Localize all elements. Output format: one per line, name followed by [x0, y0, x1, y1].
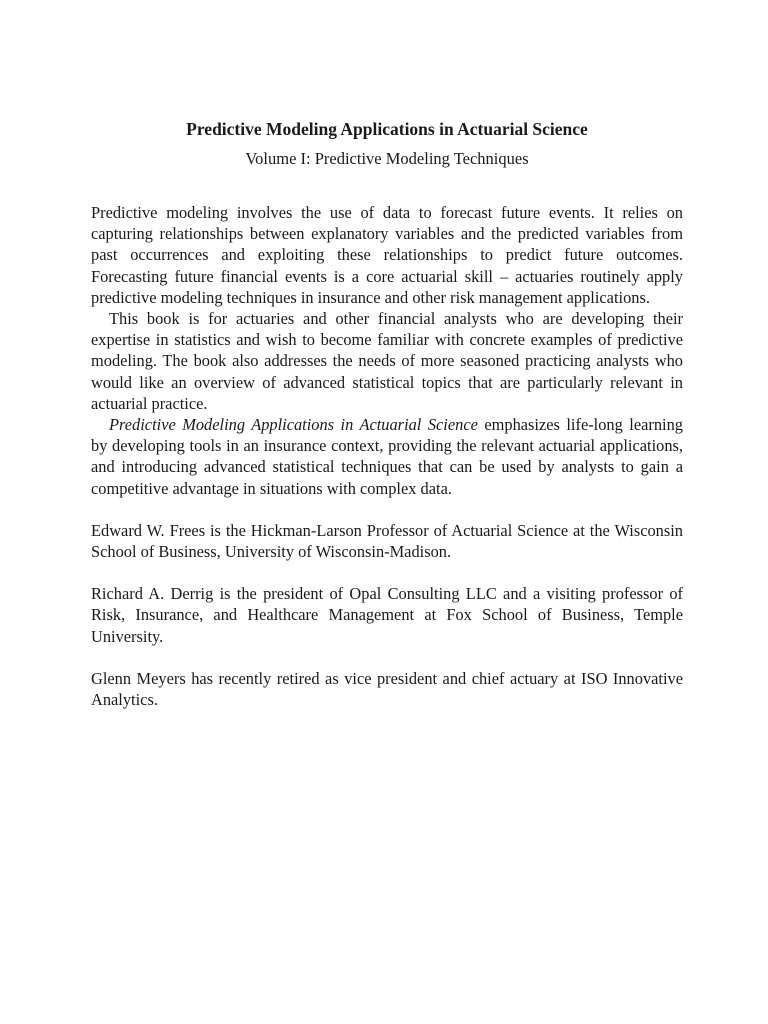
description-paragraph-3: [91, 414, 683, 499]
description-paragraph-1: Predictive modeling involves the use of data to forecast future events. It relies on capturing relationships between explanatory variables and the predicted variables from past occurrences and exploiting these relationships to predict future outcomes. Forecasting future financial events is a core actuarial skill – actuaries routinely apply predictive modeling techniques in insurance and other risk management applications.: [91, 203, 683, 307]
author-bio-frees: Edward W. Frees is the Hickman-Larson Professor of Actuarial Science at the Wisconsin School of Business, University of Wisconsin-Madison.: [91, 520, 683, 562]
book-description-page: [91, 116, 683, 710]
volume-subtitle: Volume I: Predictive Modeling Techniques: [245, 149, 529, 168]
author-bio-derrig: Richard A. Derrig is the president of Opal Consulting LLC and a visiting professor of Risk, Insurance, and Healthcare Management at Fox School of Business, Temple University.: [91, 584, 683, 646]
description-paragraph-3-text: emphasizes life-long learning by developing tools in an insurance context, providing the relevant actuarial applications, and introducing advanced statistical techniques that can be used by analysts to gain a competitive advantage in situations with complex data.: [91, 415, 683, 498]
author-bio-meyers: Glenn Meyers has recently retired as vice president and chief actuary at ISO Innovative Analytics.: [91, 668, 683, 710]
book-title: Predictive Modeling Applications in Actuarial Science: [186, 119, 588, 139]
description-paragraph-2: This book is for actuaries and other financial analysts who are developing their expertise in statistics and wish to become familiar with concrete examples of predictive modeling. The book also addresses the needs of more seasoned practicing analysts who would like an overview of advanced statistical topics that are particularly relevant in actuarial practice.: [91, 309, 683, 413]
book-title-italic: Predictive Modeling Applications in Actuarial Science: [109, 415, 478, 435]
